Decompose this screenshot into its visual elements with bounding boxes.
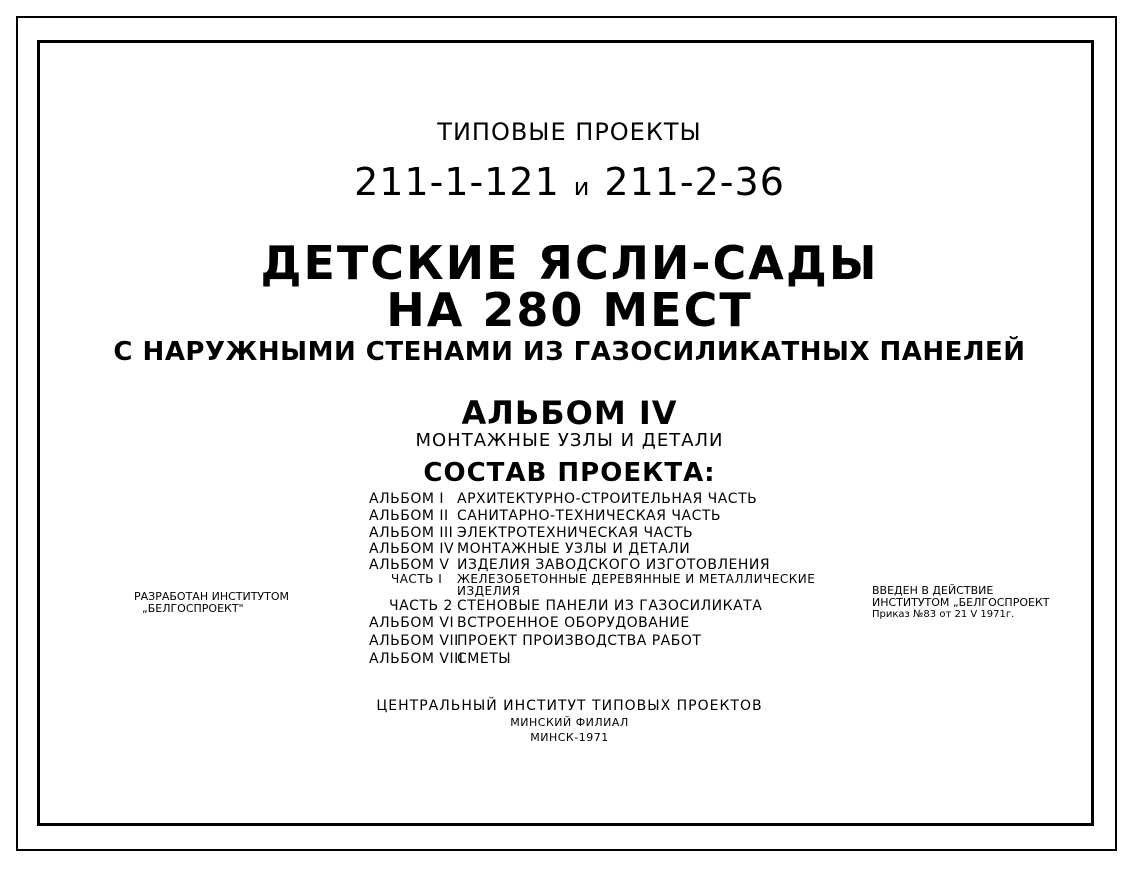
developer-line-1: РАЗРАБОТАН ИНСТИТУТОМ <box>134 590 290 603</box>
footer-institute: ЦЕНТРАЛЬНЫЙ ИНСТИТУТ ТИПОВЫХ ПРОЕКТОВ <box>376 698 763 714</box>
composition-heading: СОСТАВ ПРОЕКТА: <box>423 458 716 488</box>
list-item-key: АЛЬБОМ III <box>369 525 454 541</box>
list-item-key: АЛЬБОМ IV <box>369 541 455 557</box>
list-item-value: СМЕТЫ <box>457 651 512 667</box>
album-subtitle: МОНТАЖНЫЕ УЗЛЫ И ДЕТАЛИ <box>415 430 724 451</box>
list-item-value: САНИТАРНО-ТЕХНИЧЕСКАЯ ЧАСТЬ <box>457 508 722 524</box>
list-item-value: ЖЕЛЕЗОБЕТОННЫЕ ДЕРЕВЯННЫЕ И МЕТАЛЛИЧЕСКИЕ <box>457 572 816 586</box>
list-item <box>369 491 758 507</box>
title-line-2: НА 280 МЕСТ <box>386 283 753 337</box>
list-item <box>389 598 763 614</box>
developer-line-2: „БЕЛГОСПРОЕКТ" <box>142 602 244 615</box>
introduction-line-2: ИНСТИТУТОМ „БЕЛГОСПРОЕКТ <box>872 596 1050 609</box>
list-item-value: ЭЛЕКТРОТЕХНИЧЕСКАЯ ЧАСТЬ <box>457 525 694 541</box>
list-item-key: АЛЬБОМ VII <box>369 633 459 649</box>
list-item <box>369 651 512 667</box>
list-item <box>369 557 771 573</box>
project-conjunction: и <box>573 173 591 201</box>
album-title: АЛЬБОМ IV <box>461 394 678 432</box>
list-item-key: АЛЬБОМ VIII <box>369 651 464 667</box>
list-item-value: СТЕНОВЫЕ ПАНЕЛИ ИЗ ГАЗОСИЛИКАТА <box>457 598 763 614</box>
list-item <box>369 615 690 631</box>
list-item-key: АЛЬБОМ II <box>369 508 449 524</box>
list-item-key: АЛЬБОМ I <box>369 491 444 507</box>
list-item <box>369 525 694 541</box>
footer-city-year: МИНСК-1971 <box>530 731 609 744</box>
introduction-line-3: Приказ №83 от 21 V 1971г. <box>872 609 1015 620</box>
project-numbers <box>0 160 1139 204</box>
list-item <box>369 508 722 524</box>
introduction-line-1: ВВЕДЕН В ДЕЙСТВИЕ <box>872 584 994 597</box>
list-item-value: АРХИТЕКТУРНО-СТРОИТЕЛЬНАЯ ЧАСТЬ <box>457 491 758 507</box>
list-item-key: АЛЬБОМ V <box>369 557 450 573</box>
project-number-a: 211-1-121 <box>354 160 560 204</box>
list-item-continuation <box>457 584 520 598</box>
list-item-key: ЧАСТЬ 2 <box>389 598 453 614</box>
list-item-key: АЛЬБОМ VI <box>369 615 455 631</box>
title-subtitle: С НАРУЖНЫМИ СТЕНАМИ ИЗ ГАЗОСИЛИКАТНЫХ ПАНЕЛЕЙ <box>113 337 1026 367</box>
list-item-value: ВСТРОЕННОЕ ОБОРУДОВАНИЕ <box>457 615 690 631</box>
footer-branch: МИНСКИЙ ФИЛИАЛ <box>510 716 629 729</box>
list-item <box>369 633 702 649</box>
series-heading: ТИПОВЫЕ ПРОЕКТЫ <box>437 118 702 146</box>
list-item-value: МОНТАЖНЫЕ УЗЛЫ И ДЕТАЛИ <box>457 541 691 557</box>
project-number-b: 211-2-36 <box>604 160 785 204</box>
list-item <box>391 572 816 586</box>
list-item-key: ЧАСТЬ I <box>391 572 443 586</box>
developer-note <box>134 591 289 615</box>
list-item-value-cont: ИЗДЕЛИЯ <box>457 584 521 598</box>
introduction-note <box>872 585 1049 621</box>
list-item-value: ПРОЕКТ ПРОИЗВОДСТВА РАБОТ <box>457 633 702 649</box>
list-item <box>369 541 691 557</box>
title-line-1: ДЕТСКИЕ ЯСЛИ-САДЫ <box>260 236 879 290</box>
list-item-value: ИЗДЕЛИЯ ЗАВОДСКОГО ИЗГОТОВЛЕНИЯ <box>457 557 771 573</box>
